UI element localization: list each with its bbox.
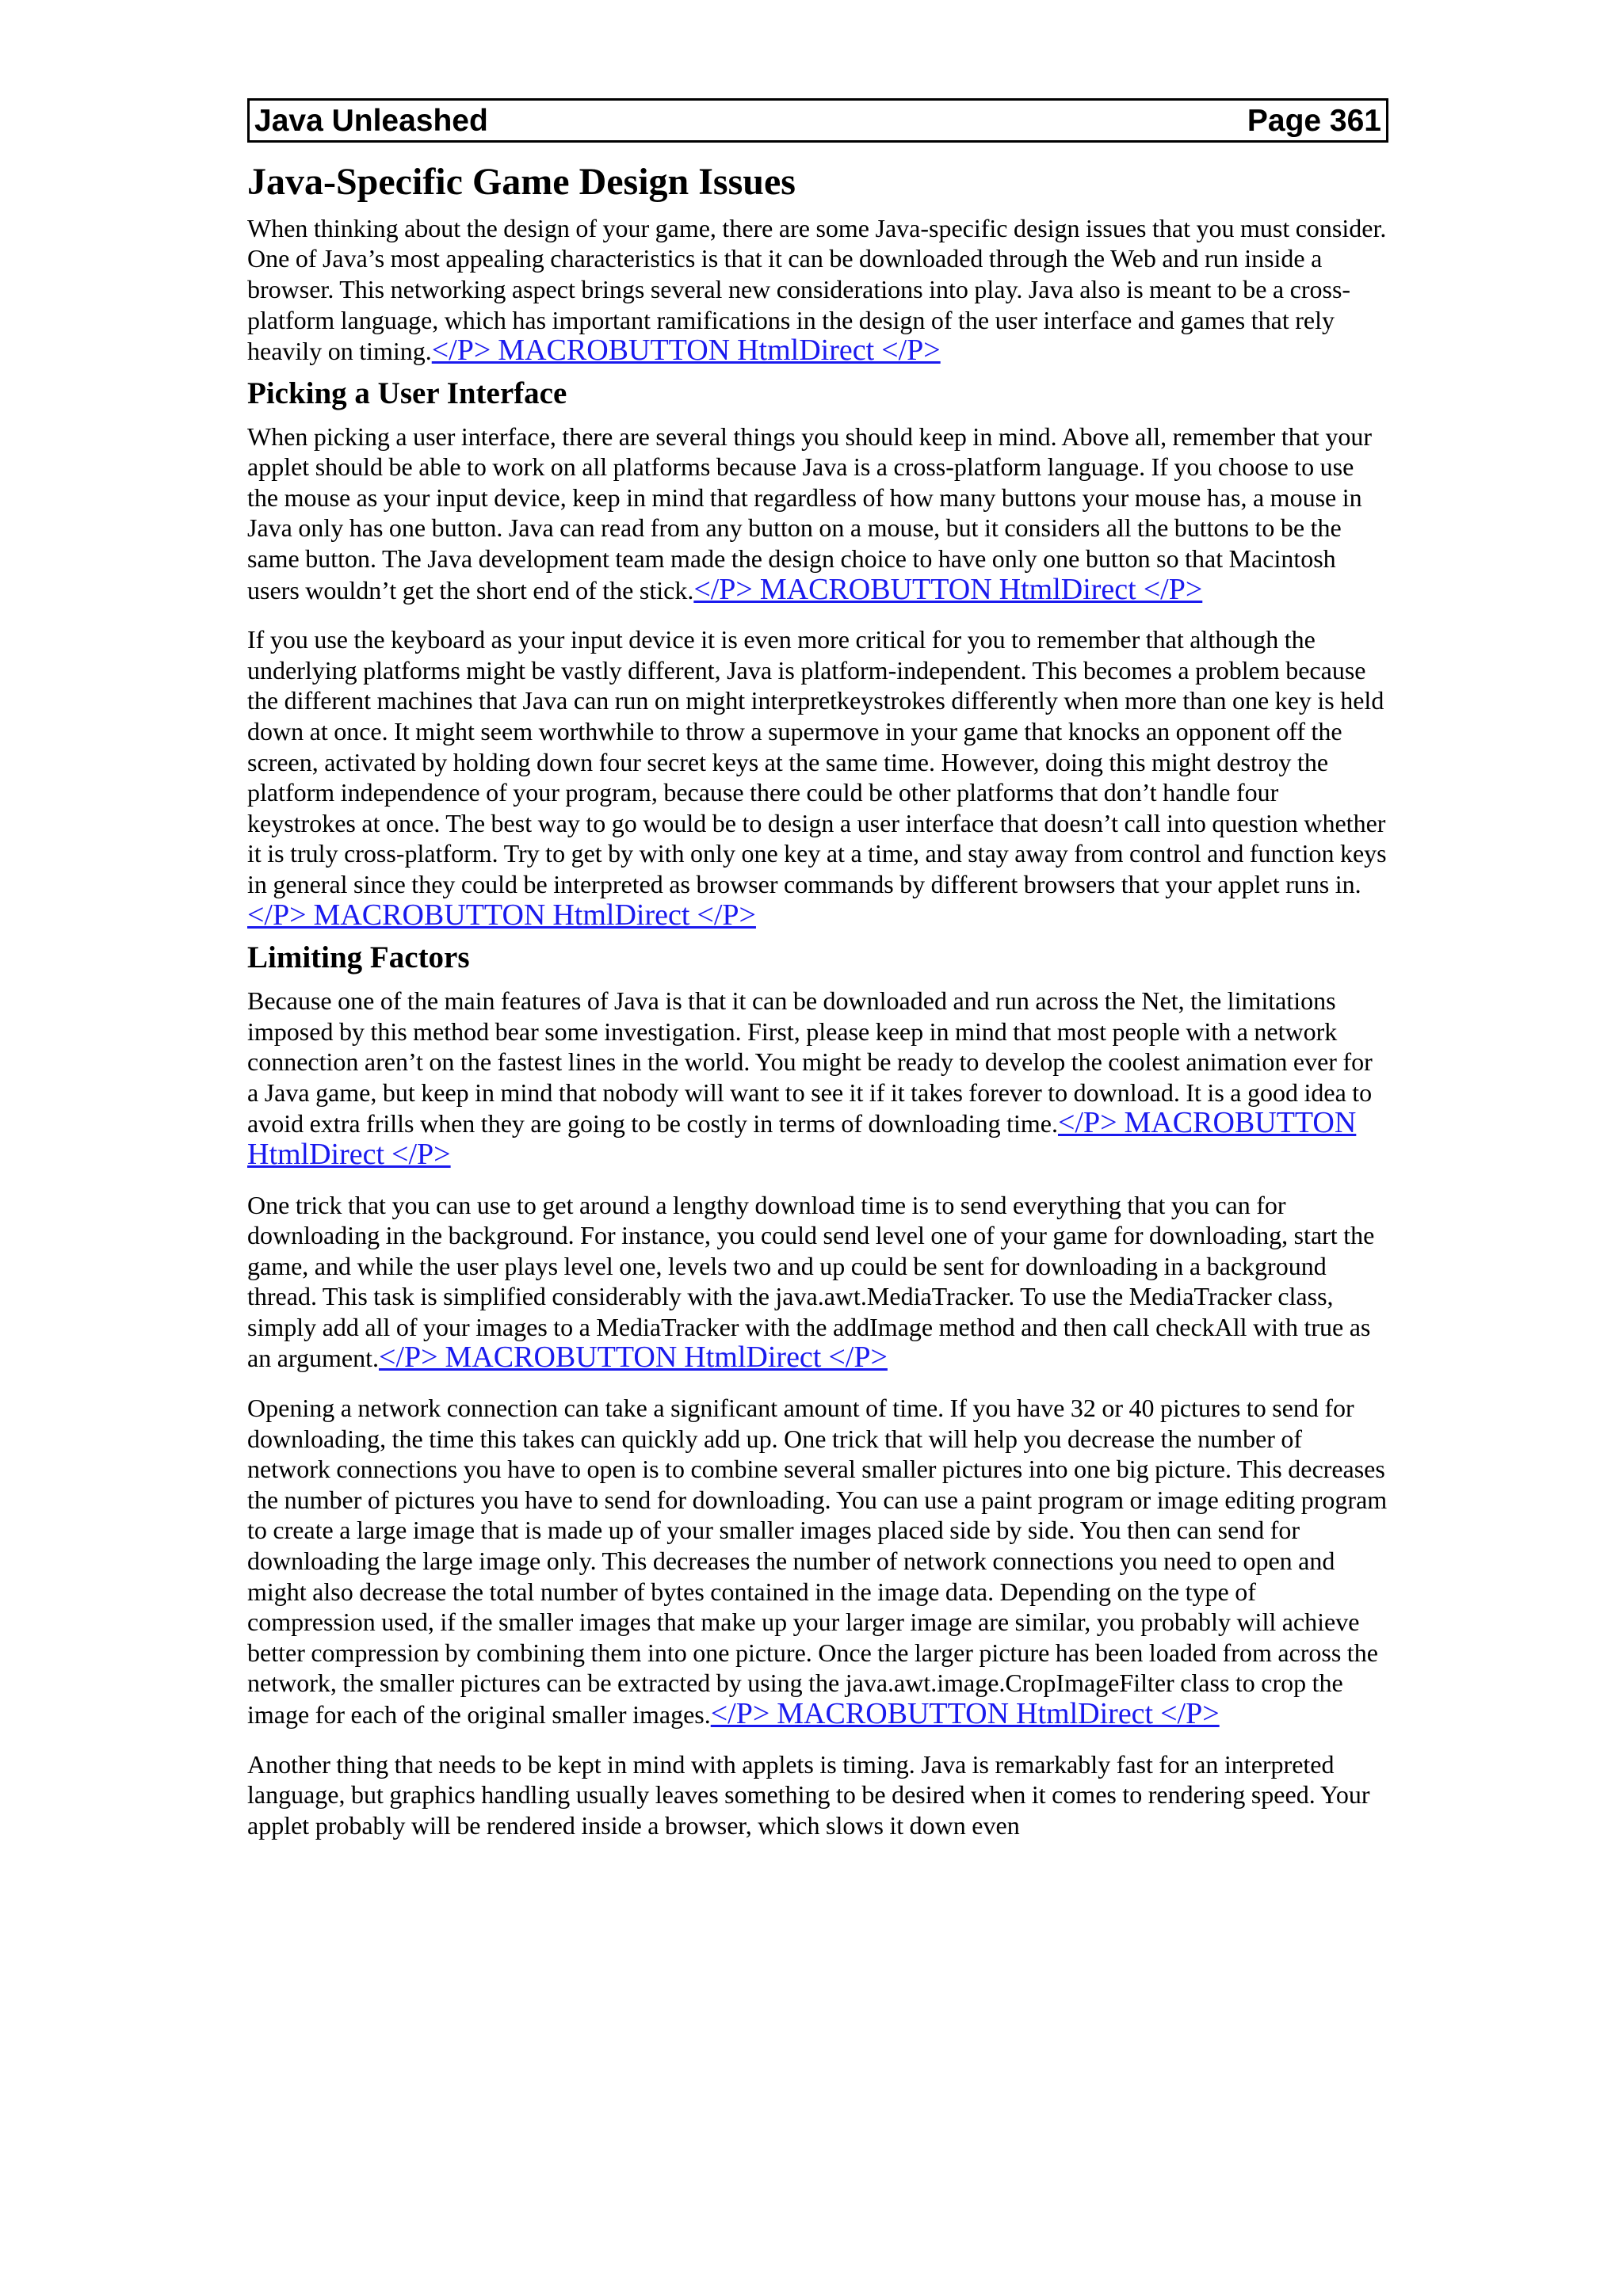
section-title: Java-Specific Game Design Issues — [247, 161, 796, 203]
macrobutton-link[interactable]: </P> MACROBUTTON HtmlDirect </P> — [247, 898, 756, 932]
paragraph-text: One trick that you can use to get around a lengthy download time is to send everything that you can for downloading in the background. For instance, you could send level one of your game for downloading, start the game, and while the user plays level one, levels two and up could be sent for downloading in a background thread. This task is simplified considerably with the java.awt.MediaTracker. To use the MediaTracker class, simply add all of your images to a MediaTracker with the addImage method and then call checkAll with true as an argument. — [247, 1190, 1375, 1373]
paragraph-text: When picking a user interface, there are several things you should keep in mind. Above all, remember that your applet should be able to work on all platforms because Java is a cross-platform language. If you choose to use the mouse as your input device, keep in mind that regardless of how many buttons your mouse has, a mouse in Java only has one button. Java can read from any button on a mouse, but it considers all the buttons to be the same button. The Java development team made the design choice to have only one button so that Macintosh users wouldn’t get the short end of the stick. — [247, 421, 1372, 605]
document-page — [247, 98, 1388, 1859]
subsection-heading-limiting-factors: Limiting Factors — [247, 940, 470, 975]
paragraph-text: Another thing that needs to be kept in mind with applets is timing. Java is remarkably fast for an interpreted language, but graphics handling usually leaves something to be desired when it comes to rendering speed. Your applet probably will be rendered inside a browser, which slows it down even — [247, 1749, 1370, 1840]
macrobutton-link[interactable]: </P> MACROBUTTON HtmlDirect </P> — [710, 1697, 1220, 1731]
macrobutton-link[interactable]: </P> MACROBUTTON HtmlDirect </P> — [247, 1106, 1357, 1171]
paragraph-ui-1 — [247, 421, 1388, 606]
paragraph-lim-2 — [247, 1190, 1388, 1375]
paragraph-text: When thinking about the design of your game, there are some Java-specific design issues that you must consider. One of Java’s most appealing characteristics is that it can be downloaded through the Web and run inside a browser. This networking aspect brings several new considerations into play. Java also is meant to be a cross-platform language, which has important ramifications in the design of the user interface and games that rely heavily on timing. — [247, 213, 1387, 366]
page-number: Page 361 — [1247, 103, 1381, 138]
macrobutton-link[interactable]: </P> MACROBUTTON HtmlDirect </P> — [693, 572, 1203, 606]
running-header — [247, 98, 1388, 143]
macrobutton-link[interactable]: </P> MACROBUTTON HtmlDirect </P> — [378, 1341, 888, 1375]
paragraph-lim-1 — [247, 986, 1388, 1171]
paragraph-intro — [247, 213, 1388, 367]
paragraph-text: Opening a network connection can take a significant amount of time. If you have 32 or 40 pictures to send for downloading, the time this takes can quickly add up. One trick that will help you decrease the number of network connections you have to open is to combine several smaller pictures into one big picture. This decreases the number of pictures you have to send for downloading. You can use a paint program or image editing program to create a large image that is made up of your smaller images placed side by side. You then can send for downloading the large image only. This decreases the number of network connections you need to open and might also decrease the total number of bytes contained in the image data. Depending on the type of compression used, if the smaller images that make up your larger image are similar, you probably will achieve better compression by combining them into one picture. Once the larger picture has been loaded from across the network, the smaller pictures can be extracted by using the java.awt.image.CropImageFilter class to crop the image for each of the original smaller images. — [247, 1394, 1388, 1730]
paragraph-lim-3 — [247, 1393, 1388, 1730]
subsection-heading-user-interface: Picking a User Interface — [247, 376, 567, 410]
book-title: Java Unleashed — [254, 103, 488, 138]
paragraph-ui-2 — [247, 624, 1388, 931]
paragraph-lim-4 — [247, 1749, 1388, 1841]
paragraph-text: Because one of the main features of Java is that it can be downloaded and run across the Net, the limitations imposed by this method bear some investigation. First, please keep in mind that most people with a network connection aren’t on the fastest lines in the world. You might be ready to develop the coolest animation ever for a Java game, but keep in mind that nobody will want to see it if it takes forever to download. It is a good idea to avoid extra frills when they are going to be costly in terms of downloading time. — [247, 986, 1373, 1138]
macrobutton-link[interactable]: </P> MACROBUTTON HtmlDirect </P> — [431, 334, 941, 368]
paragraph-text: If you use the keyboard as your input device it is even more critical for you to remember that although the underlying platforms might be vastly different, Java is platform-independent. This becomes a problem because the different machines that Java can run on might interpretkeystrokes differently when more than one key is held down at once. It might seem worthwhile to throw a supermove in your game that knocks an opponent off the screen, activated by holding down four secret keys at the same time. However, doing this might destroy the platform independence of your program, because there could be other platforms that don’t handle four keystrokes at once. The best way to go would be to design a user interface that doesn’t call into question whether it is truly cross-platform. Try to get by with only one key at a time, and stay away from control and function keys in general since they could be interpreted as browser commands by different browsers that your applet runs in. — [247, 625, 1387, 898]
